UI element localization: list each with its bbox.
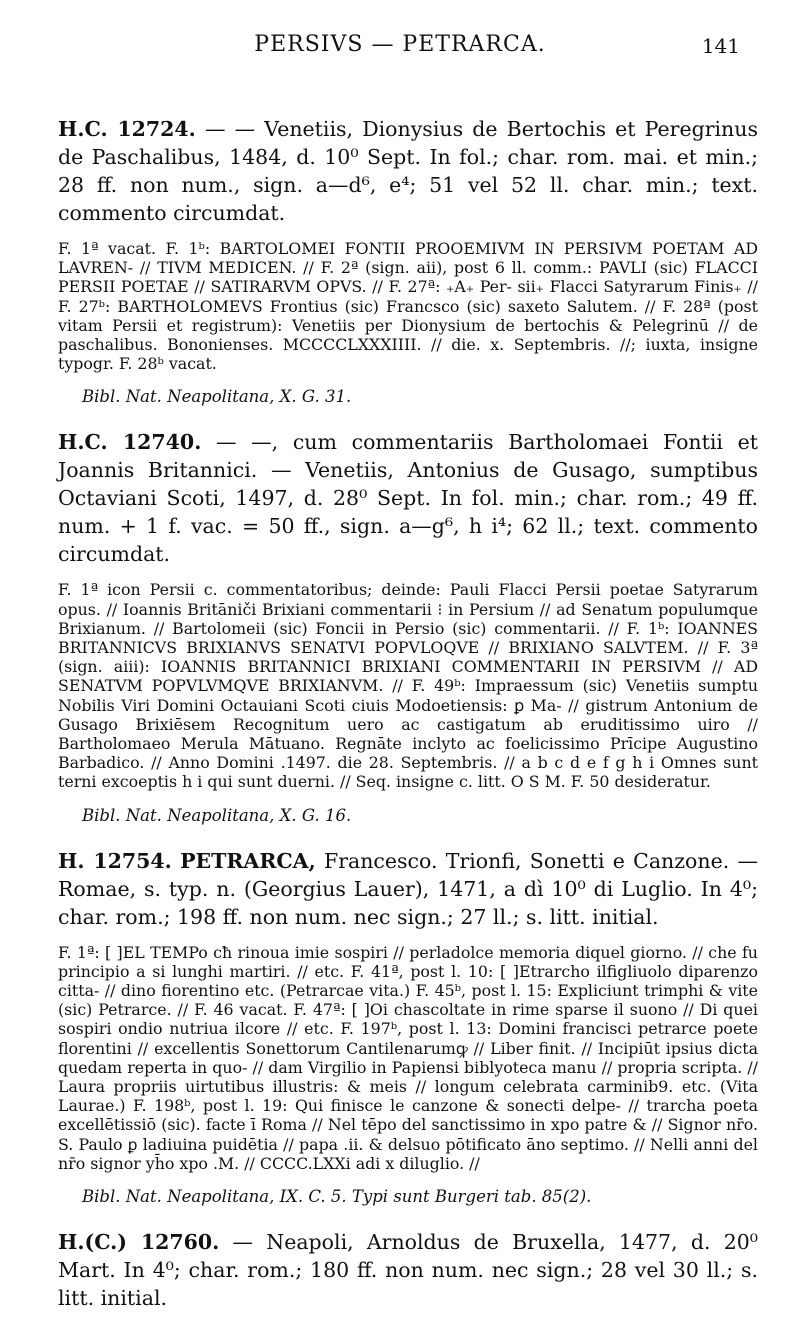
entry-bibliography: Bibl. Nat. Neapolitana, X. G. 16. bbox=[82, 805, 352, 825]
entry-bibliography: Bibl. Nat. Neapolitana, IX. C. 5. Typi sunt Burgeri tab. 85(2). bbox=[82, 1187, 592, 1207]
entry-heading bbox=[58, 428, 758, 568]
entry-bibliography: Bibl. Nat. Neapolitana, X. G. 31. bbox=[82, 387, 352, 407]
catalogue-entry bbox=[58, 428, 758, 824]
hc-number: H.(C.) 12760. bbox=[58, 1230, 220, 1255]
entry-notes: F. 1ª: [ ]EL TEMPo cħ rinoua imie sospiri // perladolce memoria diquel giorno. // che fu principio a si lunghi martiri. // etc. F. 41ª, post l. 10: [ ]Etrarcho ilfigliuolo diparenzo citta- // dino fiorentino etc. (Petrarcae vita.) F. 45ᵇ, post l. 15: Expliciunt trimphi & vite (sic) Petrarce. // F. 46 vacat. F. 47ª: [ ]Oi chascoltate in rime sparse il suono // Di quei sospiri ondio nutriua ilcore // etc. F. 197ᵇ, post l. 13: Domini francisci petrarce poete florentini // excellentis Sonettorum Cantilenarumꝙ // Liber finit. // Incipiūt ipsius dicta quedam reperta in quo- // dam Virgilio in Papiensi biblyoteca manu // propria scripta. // Laura propriis uirtutibus illustris: & meis // longum celebrata carminib9. etc. (Vita Laurae.) F. 198ᵇ, post l. 19: Qui finisce le canzone & sonecti delpe- // trarcha poeta excellētissiō (sic). facte ī Roma // Nel tēpo del sanctissimo in xpo patre & // Signor nr̄o. S. Paulo ꝑ ladiuina puidētia // papa .ii. & delsuo pōtificato āno septimo. // Nelli anni del nr̄o signor yh̄o xpo .M. // CCCC.LXXi adi x diluglio. // bbox=[58, 942, 758, 1173]
hc-number: H.C. 12724. bbox=[58, 117, 196, 141]
entry-description: Francesco. Trionfi, Sonetti e Canzone. — Romae, s. typ. n. (Georgius Lauer), 1471, a dì 10⁰ di Luglio. In 4⁰; char. rom.; 198 ff. non num. nec sign.; 27 ll.; s. litt. initial. bbox=[58, 848, 758, 929]
entry-notes: F. 1ª vacat. F. 1ᵇ: BARTOLOMEI FONTII PROOEMIVM IN PERSIVM POETAM AD LAVREN- // TIVM MEDICEN. // F. 2ª (sign. aii), post 6 ll. comm.: PAVLI (sic) FLACCI PERSII POETAE // SATIRARVM OPVS. // F. 27ª: ₊A₊ Per- sii₊ Flacci Satyrarum Finis₊ // F. 27ᵇ: BARTHOLOMEVS Frontius (sic) Francsco (sic) saxeto Salutem. // F. 28ª (post vitam Persii et registrum): Venetiis per Dionysium de bertochis & Pelegrinū // de paschalibus. Bononienses. MCCCCLXXXIIII. // die. x. Septembris. //; iuxta, insigne typogr. F. 28ᵇ vacat. bbox=[58, 239, 758, 374]
catalogue-entry bbox=[58, 115, 758, 406]
entry-description: — Neapoli, Arnoldus de Bruxella, 1477, d. 20⁰ Mart. In 4⁰; char. rom.; 180 ff. non num. nec sign.; 28 vel 30 ll.; s. litt. initial. bbox=[58, 1230, 758, 1311]
entry-heading bbox=[58, 1228, 758, 1312]
catalogue-entries bbox=[58, 115, 758, 1334]
running-title: PERSIVS — PETRARCA. bbox=[254, 32, 546, 57]
hc-number: H.C. 12740. bbox=[58, 430, 202, 455]
entry-description: — —, cum commentariis Bartholomaei Fontii et Joannis Britannici. — Venetiis, Antonius de Gusago, sumptibus Octaviani Scoti, 1497, d. 28⁰ Sept. In fol. min.; char. rom.; 49 ff. num. + 1 f. vac. = 50 ff., sign. a—g⁶, h i⁴; 62 ll.; text. commento circumdat. bbox=[58, 430, 758, 567]
entry-heading bbox=[58, 847, 758, 931]
catalogue-entry bbox=[58, 847, 758, 1206]
hc-number: H. 12754. bbox=[58, 848, 172, 873]
catalogue-entry bbox=[58, 1228, 758, 1312]
entry-heading bbox=[58, 115, 758, 227]
running-header bbox=[0, 0, 800, 80]
author-name: PETRARCA, bbox=[180, 848, 316, 873]
entry-description: — — Venetiis, Dionysius de Bertochis et Peregrinus de Paschalibus, 1484, d. 10⁰ Sept. In fol.; char. rom. mai. et min.; 28 ff. non num., sign. a—d⁶, e⁴; 51 vel 52 ll. char. min.; text. commento circumdat. bbox=[58, 117, 758, 225]
page-number: 141 bbox=[701, 34, 740, 58]
entry-notes: F. 1ª icon Persii c. commentatoribus; deinde: Pauli Flacci Persii poetae Satyrarum opus. // Ioannis Britāniči Brixiani commentarii ⁝ in Persium // ad Senatum populumque Brixianum. // Bartolomeii (sic) Foncii in Persio (sic) commentarii. // F. 1ᵇ: IOANNES BRITANNICVS BRIXIANVS SENATVI POPVLOQVE // BRIXIANO SALVTEM. // F. 3ª (sign. aiii): IOANNIS BRITANNICI BRIXIANI COMMENTARII IN PERSIVM // AD SENATVM POPVLVMQVE BRIXIANVM. // F. 49ᵇ: Impraessum (sic) Venetiis sumptu Nobilis Viri Domini Octauiani Scoti ciuis Modoetiensis: ꝑ Ma- // gistrum Antonium de Gusago Brixiēsem Recognitum uero ac castigatum ab eruditissimo uiro // Bartholomaeo Merula Mātuano. Regnāte inclyto ac foelicissimo Prīcipe Augustino Barbadico. // Anno Domini .1497. die 28. Septembris. // a b c d e f g h i Omnes sunt terni excoeptis h i qui sunt duerni. // Seq. insigne c. litt. O S M. F. 50 desideratur. bbox=[58, 580, 758, 792]
